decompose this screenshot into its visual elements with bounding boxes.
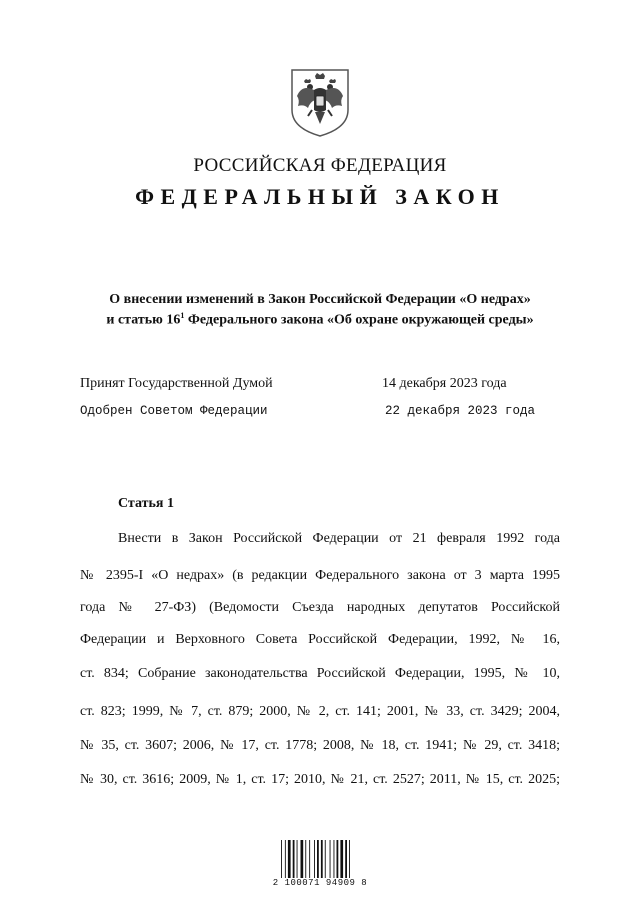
document-type-title: ФЕДЕРАЛЬНЫЙ ЗАКОН bbox=[135, 184, 505, 209]
barcode-number: 2 100071 94909 8 bbox=[272, 878, 368, 888]
barcode-bar bbox=[314, 840, 315, 878]
article-text-line: Внести в Закон Российской Федерации от 21 февраля 1992 года bbox=[118, 531, 560, 546]
barcode-bar bbox=[305, 840, 306, 878]
article-text-line: ст. 834; Собрание законодательства Российской Федерации, 1995, № 10, bbox=[80, 666, 560, 681]
duma-adoption-label: Принят Государственной Думой bbox=[80, 376, 273, 391]
article-text-line: Федерации и Верховного Совета Российской Федерации, 1992, № 16, bbox=[80, 632, 560, 647]
subject-line-2-prefix: и статью 16 bbox=[106, 312, 181, 328]
barcode-bar bbox=[334, 840, 335, 878]
subject-superscript: 1 bbox=[180, 311, 185, 320]
law-subject-line-2 bbox=[0, 311, 640, 329]
barcode-bar bbox=[340, 840, 343, 878]
barcode-bar bbox=[281, 840, 282, 878]
duma-adoption-date: 14 декабря 2023 года bbox=[382, 376, 507, 391]
law-subject-line-1: О внесении изменений в Закон Российской Федерации «О недрах» bbox=[109, 292, 531, 307]
coat-of-arms-emblem bbox=[288, 66, 352, 138]
council-approval-label: Одобрен Советом Федерации bbox=[80, 404, 268, 418]
barcode-bar bbox=[337, 840, 339, 878]
barcode-bar bbox=[309, 840, 310, 878]
barcode-bar bbox=[321, 840, 323, 878]
council-approval-date: 22 декабря 2023 года bbox=[385, 404, 536, 418]
subject-line-2-suffix: Федерального закона «Об охране окружающей среды» bbox=[184, 312, 534, 328]
article-text-line: № 35, ст. 3607; 2006, № 17, ст. 1778; 2008, № 18, ст. 1941; № 29, ст. 3418; bbox=[80, 738, 560, 753]
barcode-bar bbox=[345, 840, 347, 878]
barcode-bar bbox=[288, 840, 291, 878]
country-name: РОССИЙСКАЯ ФЕДЕРАЦИЯ bbox=[193, 155, 447, 176]
barcode-bar bbox=[301, 840, 304, 878]
article-text-line: № 2395-I «О недрах» (в редакции Федерального закона от 3 марта 1995 bbox=[80, 568, 560, 583]
article-text-line: № 30, ст. 3616; 2009, № 1, ст. 17; 2010, № 21, ст. 2527; 2011, № 15, ст. 2025; bbox=[80, 772, 560, 787]
barcode-bar bbox=[349, 840, 350, 878]
barcode-bar bbox=[317, 840, 319, 878]
article-heading: Статья 1 bbox=[118, 496, 174, 511]
barcode bbox=[280, 840, 358, 878]
article-text-line: ст. 823; 1999, № 7, ст. 879; 2000, № 2, ст. 141; 2001, № 33, ст. 3429; 2004, bbox=[80, 704, 560, 719]
barcode-bar bbox=[293, 840, 295, 878]
barcode-bar bbox=[285, 840, 286, 878]
barcode-bar bbox=[330, 840, 331, 878]
barcode-bar bbox=[325, 840, 326, 878]
barcode-bar bbox=[297, 840, 298, 878]
article-text-line: года № 27-ФЗ) (Ведомости Съезда народных депутатов Российской bbox=[80, 600, 560, 615]
